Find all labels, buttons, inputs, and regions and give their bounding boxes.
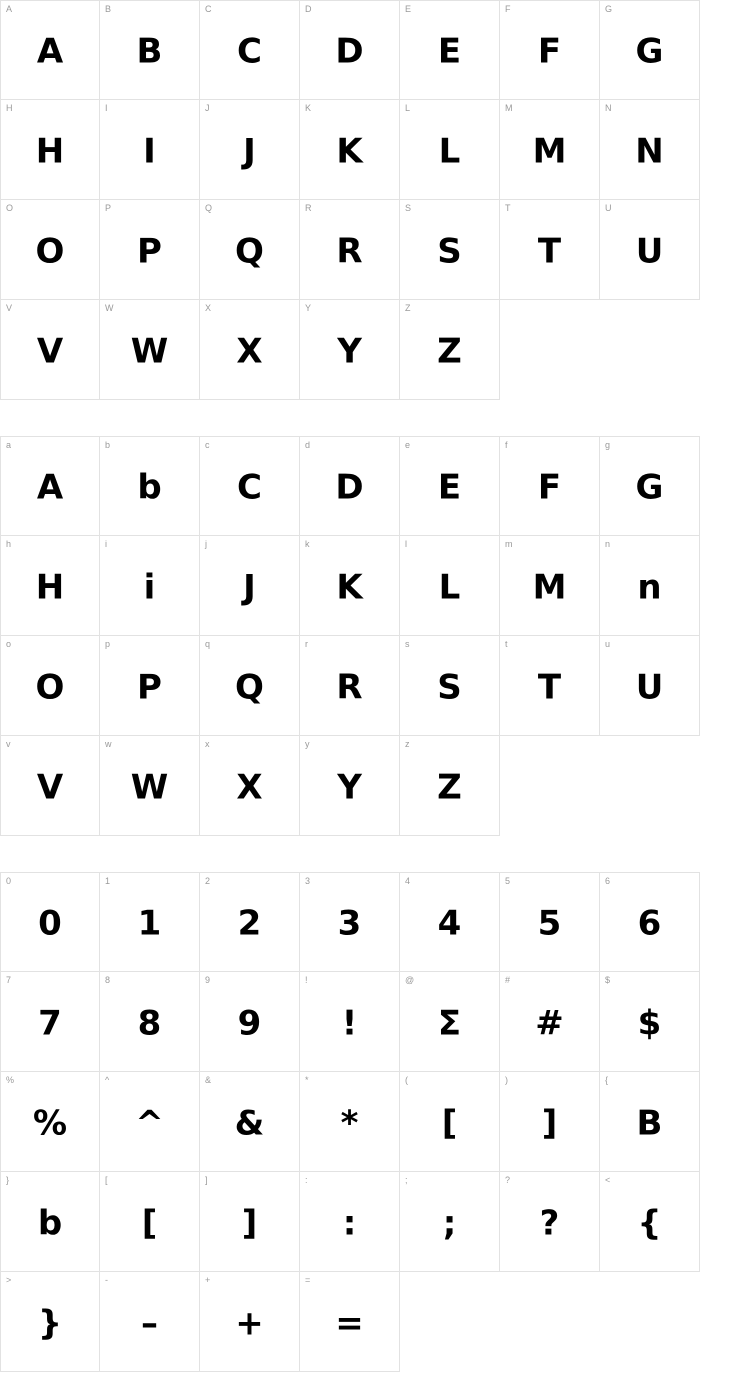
glyph-cell-character: $ xyxy=(637,1002,662,1043)
glyph-cell-character: D xyxy=(335,467,364,508)
glyph-cell-label: M xyxy=(505,103,513,113)
glyph-cell[interactable] xyxy=(0,872,100,972)
glyph-cell-label: T xyxy=(505,203,511,213)
glyph-cell[interactable] xyxy=(600,436,700,536)
glyph-cell-label: L xyxy=(405,103,411,113)
glyph-cell[interactable] xyxy=(100,1172,200,1272)
glyph-cell-character: L xyxy=(438,566,461,607)
glyph-cell-character: # xyxy=(535,1002,564,1043)
glyph-cell-empty xyxy=(500,736,600,836)
glyph-row xyxy=(0,300,740,400)
glyph-cell[interactable] xyxy=(300,1172,400,1272)
glyph-cell[interactable] xyxy=(500,0,600,100)
glyph-cell[interactable] xyxy=(300,636,400,736)
glyph-cell-label: ; xyxy=(405,1175,408,1185)
glyph-cell-character: Y xyxy=(337,766,362,807)
glyph-cell-label: 8 xyxy=(105,975,111,985)
glyph-cell-label: : xyxy=(305,1175,308,1185)
glyph-cell-label: i xyxy=(105,539,107,549)
glyph-cell[interactable] xyxy=(300,1072,400,1172)
glyph-cell-character: C xyxy=(237,31,262,72)
glyph-cell-label: k xyxy=(305,539,310,549)
glyph-cell[interactable] xyxy=(400,736,500,836)
glyph-cell-label: e xyxy=(405,440,411,450)
glyph-cell-label: r xyxy=(305,639,308,649)
glyph-cell[interactable] xyxy=(200,1072,300,1172)
glyph-cell-character: E xyxy=(437,31,462,72)
glyph-cell[interactable] xyxy=(500,436,600,536)
glyph-cell[interactable] xyxy=(0,972,100,1072)
glyph-cell-label: 0 xyxy=(6,876,12,886)
glyph-row xyxy=(0,972,740,1072)
glyph-cell-label: F xyxy=(505,4,511,14)
glyph-cell-character: [ xyxy=(441,1102,458,1143)
glyph-cell[interactable] xyxy=(100,636,200,736)
glyph-block-lowercase xyxy=(0,436,740,836)
glyph-row xyxy=(0,1072,740,1172)
glyph-cell[interactable] xyxy=(600,872,700,972)
glyph-cell-character: ] xyxy=(241,1202,258,1243)
glyph-cell-character: U xyxy=(635,230,664,271)
glyph-cell-label: C xyxy=(205,4,212,14)
glyph-cell-character: F xyxy=(537,31,562,72)
glyph-cell[interactable] xyxy=(300,536,400,636)
glyph-row xyxy=(0,1172,740,1272)
glyph-cell-label: Z xyxy=(405,303,411,313)
glyph-cell[interactable] xyxy=(200,636,300,736)
glyph-row xyxy=(0,636,740,736)
glyph-cell[interactable] xyxy=(0,536,100,636)
glyph-cell-label: v xyxy=(6,739,11,749)
glyph-cell[interactable] xyxy=(200,972,300,1072)
glyph-cell-character: G xyxy=(635,467,664,508)
glyph-cell-label: R xyxy=(305,203,312,213)
glyph-cell-character: Z xyxy=(437,330,462,371)
glyph-cell-label: X xyxy=(205,303,212,313)
glyph-cell-character: R xyxy=(336,230,363,271)
glyph-cell[interactable] xyxy=(400,200,500,300)
glyph-row xyxy=(0,0,740,100)
glyph-cell-label: V xyxy=(6,303,13,313)
glyph-cell-label: I xyxy=(105,103,108,113)
glyph-cell-character: N xyxy=(635,130,664,171)
glyph-cell-character: 3 xyxy=(337,903,362,944)
glyph-cell-character: B xyxy=(136,31,163,72)
glyph-cell[interactable] xyxy=(100,1072,200,1172)
glyph-cell-label: > xyxy=(6,1275,12,1285)
glyph-cell[interactable] xyxy=(200,300,300,400)
glyph-cell-character: R xyxy=(336,666,363,707)
block-separator xyxy=(0,836,740,872)
glyph-cell-label: h xyxy=(6,539,12,549)
glyph-cell[interactable] xyxy=(600,1072,700,1172)
glyph-cell-label: [ xyxy=(105,1175,108,1185)
glyph-row xyxy=(0,872,740,972)
glyph-cell-label: ? xyxy=(505,1175,511,1185)
glyph-cell-label: B xyxy=(105,4,112,14)
glyph-cell[interactable] xyxy=(200,200,300,300)
glyph-cell-character: E xyxy=(437,467,462,508)
glyph-cell[interactable] xyxy=(600,200,700,300)
glyph-cell-label: 6 xyxy=(605,876,611,886)
glyph-cell-character: Σ xyxy=(437,1002,462,1043)
glyph-cell-character: D xyxy=(335,31,364,72)
glyph-cell[interactable] xyxy=(300,200,400,300)
glyph-cell-character: P xyxy=(137,666,162,707)
glyph-cell-character: – xyxy=(141,1302,158,1343)
glyph-cell-character: % xyxy=(32,1102,68,1143)
glyph-cell-label: N xyxy=(605,103,612,113)
glyph-cell[interactable] xyxy=(400,1072,500,1172)
glyph-cell-character: ] xyxy=(541,1102,558,1143)
glyph-cell[interactable] xyxy=(0,436,100,536)
glyph-cell-label: j xyxy=(205,539,207,549)
glyph-cell-label: & xyxy=(205,1075,212,1085)
glyph-cell[interactable] xyxy=(400,872,500,972)
glyph-cell-character: B xyxy=(636,1102,663,1143)
glyph-cell-label: z xyxy=(405,739,410,749)
glyph-cell-character: W xyxy=(130,330,169,371)
glyph-cell[interactable] xyxy=(200,736,300,836)
glyph-cell-character: Z xyxy=(437,766,462,807)
glyph-cell[interactable] xyxy=(600,536,700,636)
glyph-cell[interactable] xyxy=(100,300,200,400)
glyph-cell-character: C xyxy=(237,467,262,508)
glyph-cell-label: U xyxy=(605,203,612,213)
glyph-cell[interactable] xyxy=(500,200,600,300)
glyph-cell[interactable] xyxy=(200,436,300,536)
glyph-cell[interactable] xyxy=(600,1172,700,1272)
glyph-cell[interactable] xyxy=(400,300,500,400)
glyph-cell[interactable] xyxy=(300,736,400,836)
glyph-cell-character: 5 xyxy=(537,903,562,944)
glyph-cell[interactable] xyxy=(500,972,600,1072)
glyph-cell-character: L xyxy=(438,130,461,171)
block-separator xyxy=(0,400,740,436)
glyph-cell[interactable] xyxy=(0,100,100,200)
glyph-cell-character: 9 xyxy=(237,1002,262,1043)
glyph-cell-character: T xyxy=(537,666,562,707)
glyph-cell[interactable] xyxy=(100,872,200,972)
glyph-cell-label: # xyxy=(505,975,511,985)
glyph-cell-label: < xyxy=(605,1175,611,1185)
glyph-row xyxy=(0,736,740,836)
glyph-cell-character: K xyxy=(336,566,363,607)
glyph-cell[interactable] xyxy=(200,536,300,636)
glyph-cell-label: { xyxy=(605,1075,609,1085)
glyph-cell-label: w xyxy=(105,739,112,749)
glyph-row xyxy=(0,200,740,300)
glyph-cell-label: l xyxy=(405,539,407,549)
glyph-block-uppercase xyxy=(0,0,740,400)
glyph-cell-character: O xyxy=(35,230,65,271)
glyph-cell-label: * xyxy=(305,1075,309,1085)
glyph-cell-character: U xyxy=(635,666,664,707)
glyph-cell-character: b xyxy=(137,467,162,508)
glyph-cell-empty xyxy=(600,300,700,400)
glyph-cell-label: @ xyxy=(405,975,415,985)
glyph-cell-label: 9 xyxy=(205,975,211,985)
glyph-cell-character: H xyxy=(35,130,65,171)
glyph-cell-character: W xyxy=(130,766,169,807)
glyph-cell-label: $ xyxy=(605,975,611,985)
glyph-cell-character: V xyxy=(36,766,64,807)
glyph-cell-label: 7 xyxy=(6,975,12,985)
glyph-cell-label: ] xyxy=(205,1175,208,1185)
glyph-cell-character: J xyxy=(243,130,256,171)
glyph-cell-character: X xyxy=(236,330,263,371)
glyph-cell-label: 4 xyxy=(405,876,411,886)
glyph-cell[interactable] xyxy=(100,1272,200,1372)
glyph-cell[interactable] xyxy=(100,200,200,300)
glyph-cell[interactable] xyxy=(0,1272,100,1372)
glyph-cell-character: { xyxy=(637,1202,662,1243)
glyph-cell-label: 5 xyxy=(505,876,511,886)
glyph-cell-label: y xyxy=(305,739,310,749)
glyph-cell-label: 1 xyxy=(105,876,111,886)
glyph-cell-character: S xyxy=(437,230,462,271)
glyph-row xyxy=(0,536,740,636)
glyph-cell-label: K xyxy=(305,103,312,113)
glyph-cell-character: Y xyxy=(337,330,362,371)
glyph-cell[interactable] xyxy=(400,536,500,636)
glyph-cell-label: p xyxy=(105,639,111,649)
glyph-cell[interactable] xyxy=(200,872,300,972)
glyph-cell-character: & xyxy=(234,1102,265,1143)
glyph-cell-character: i xyxy=(143,566,156,607)
glyph-cell-label: W xyxy=(105,303,114,313)
glyph-cell-character: I xyxy=(143,130,156,171)
glyph-cell[interactable] xyxy=(100,972,200,1072)
glyph-cell-empty xyxy=(600,736,700,836)
glyph-cell-label: ! xyxy=(305,975,308,985)
glyph-cell-character: F xyxy=(537,467,562,508)
glyph-cell-label: ) xyxy=(505,1075,508,1085)
glyph-cell-character: G xyxy=(635,31,664,72)
glyph-cell-character: : xyxy=(342,1202,357,1243)
glyph-cell-label: b xyxy=(105,440,111,450)
glyph-cell[interactable] xyxy=(500,100,600,200)
glyph-cell[interactable] xyxy=(0,636,100,736)
glyph-cell-character: b xyxy=(37,1202,63,1243)
glyph-cell-label: E xyxy=(405,4,412,14)
glyph-cell-character: S xyxy=(437,666,462,707)
glyph-cell-character: = xyxy=(335,1302,364,1343)
glyph-cell-label: - xyxy=(105,1275,108,1285)
glyph-cell-label: m xyxy=(505,539,513,549)
glyph-cell[interactable] xyxy=(300,436,400,536)
glyph-cell-label: 3 xyxy=(305,876,311,886)
glyph-cell[interactable] xyxy=(0,0,100,100)
glyph-cell-label: g xyxy=(605,440,611,450)
glyph-cell-character: Q xyxy=(235,666,264,707)
glyph-cell-label: d xyxy=(305,440,311,450)
glyph-cell[interactable] xyxy=(100,100,200,200)
glyph-cell-label: n xyxy=(605,539,611,549)
glyph-cell-label: u xyxy=(605,639,611,649)
glyph-row xyxy=(0,100,740,200)
glyph-cell-character: 0 xyxy=(38,903,62,944)
glyph-cell[interactable] xyxy=(0,1172,100,1272)
glyph-cell-character: T xyxy=(537,230,562,271)
glyph-cell[interactable] xyxy=(600,636,700,736)
glyph-cell-label: o xyxy=(6,639,12,649)
glyph-cell-character: } xyxy=(37,1302,63,1343)
glyph-cell-label: Y xyxy=(305,303,312,313)
glyph-cell-character: O xyxy=(35,666,65,707)
glyph-cell-character: H xyxy=(35,566,65,607)
glyph-cell[interactable] xyxy=(600,100,700,200)
glyph-cell[interactable] xyxy=(200,100,300,200)
glyph-cell-character: Q xyxy=(235,230,264,271)
glyph-cell[interactable] xyxy=(0,300,100,400)
glyph-cell-character: 6 xyxy=(637,903,662,944)
glyph-block-digits-and-symbols xyxy=(0,872,740,1372)
glyph-cell[interactable] xyxy=(400,636,500,736)
glyph-cell-character: P xyxy=(137,230,162,271)
glyph-cell-character: 1 xyxy=(137,903,162,944)
glyph-cell-character: M xyxy=(532,130,567,171)
glyph-cell[interactable] xyxy=(400,436,500,536)
glyph-cell-empty xyxy=(500,1272,600,1372)
glyph-cell-character: 2 xyxy=(237,903,262,944)
glyph-cell[interactable] xyxy=(100,736,200,836)
glyph-cell-label: ( xyxy=(405,1075,408,1085)
glyph-cell[interactable] xyxy=(200,0,300,100)
glyph-cell-label: Q xyxy=(205,203,213,213)
glyph-cell[interactable] xyxy=(500,872,600,972)
glyph-cell-label: H xyxy=(6,103,13,113)
glyph-row xyxy=(0,1272,740,1372)
glyph-cell-character: K xyxy=(336,130,363,171)
glyph-cell[interactable] xyxy=(300,972,400,1072)
glyph-cell[interactable] xyxy=(500,1172,600,1272)
glyph-cell-label: P xyxy=(105,203,112,213)
glyph-cell-label: s xyxy=(405,639,410,649)
glyph-cell-label: S xyxy=(405,203,412,213)
glyph-cell-label: c xyxy=(205,440,210,450)
glyph-cell-empty xyxy=(400,1272,500,1372)
glyph-cell[interactable] xyxy=(600,0,700,100)
glyph-cell-label: } xyxy=(6,1175,10,1185)
glyph-cell-character: 4 xyxy=(437,903,462,944)
glyph-cell-label: = xyxy=(305,1275,311,1285)
glyph-row xyxy=(0,436,740,536)
glyph-cell[interactable] xyxy=(300,1272,400,1372)
glyph-cell[interactable] xyxy=(100,536,200,636)
glyph-cell-character: A xyxy=(36,467,64,508)
glyph-cell-label: A xyxy=(6,4,13,14)
glyph-cell[interactable] xyxy=(400,1172,500,1272)
glyph-cell-label: G xyxy=(605,4,613,14)
glyph-cell[interactable] xyxy=(500,636,600,736)
glyph-cell-empty xyxy=(500,300,600,400)
glyph-cell-label: J xyxy=(205,103,210,113)
glyph-cell-character: A xyxy=(36,31,64,72)
glyph-cell[interactable] xyxy=(300,872,400,972)
glyph-cell-label: t xyxy=(505,639,508,649)
glyph-cell[interactable] xyxy=(200,1272,300,1372)
glyph-cell[interactable] xyxy=(400,0,500,100)
glyph-cell-character: ! xyxy=(341,1002,358,1043)
glyph-cell[interactable] xyxy=(200,1172,300,1272)
glyph-cell-character: * xyxy=(340,1102,359,1143)
glyph-cell[interactable] xyxy=(0,736,100,836)
glyph-cell-label: x xyxy=(205,739,210,749)
glyph-cell[interactable] xyxy=(300,300,400,400)
glyph-cell[interactable] xyxy=(500,1072,600,1172)
glyph-cell-character: M xyxy=(532,566,567,607)
glyph-cell-label: f xyxy=(505,440,508,450)
glyph-cell-character: X xyxy=(236,766,263,807)
glyph-cell[interactable] xyxy=(300,100,400,200)
glyph-cell-character: 8 xyxy=(137,1002,162,1043)
glyph-cell-character: ? xyxy=(539,1202,560,1243)
glyph-cell-label: a xyxy=(6,440,12,450)
glyph-cell[interactable] xyxy=(100,436,200,536)
glyph-cell[interactable] xyxy=(600,972,700,1072)
glyph-cell-label: % xyxy=(6,1075,15,1085)
glyph-cell[interactable] xyxy=(0,200,100,300)
glyph-cell-label: q xyxy=(205,639,211,649)
glyph-cell-label: ^ xyxy=(105,1075,110,1085)
glyph-cell[interactable] xyxy=(500,536,600,636)
glyph-cell-character: ; xyxy=(442,1202,457,1243)
glyph-cell[interactable] xyxy=(400,972,500,1072)
glyph-cell-character: J xyxy=(243,566,256,607)
glyph-cell-character: ^ xyxy=(135,1102,164,1143)
glyph-cell-label: O xyxy=(6,203,14,213)
glyph-cell-character: 7 xyxy=(38,1002,62,1043)
glyph-cell-label: D xyxy=(305,4,312,14)
glyph-cell[interactable] xyxy=(300,0,400,100)
glyph-cell-label: 2 xyxy=(205,876,211,886)
glyph-cell-character: n xyxy=(637,566,662,607)
glyph-cell-character: [ xyxy=(141,1202,158,1243)
glyph-cell[interactable] xyxy=(0,1072,100,1172)
glyph-cell[interactable] xyxy=(400,100,500,200)
glyph-cell-empty xyxy=(600,1272,700,1372)
glyph-cell-character: V xyxy=(36,330,64,371)
glyph-cell-label: + xyxy=(205,1275,211,1285)
glyph-cell[interactable] xyxy=(100,0,200,100)
glyph-cell-character: + xyxy=(235,1302,264,1343)
